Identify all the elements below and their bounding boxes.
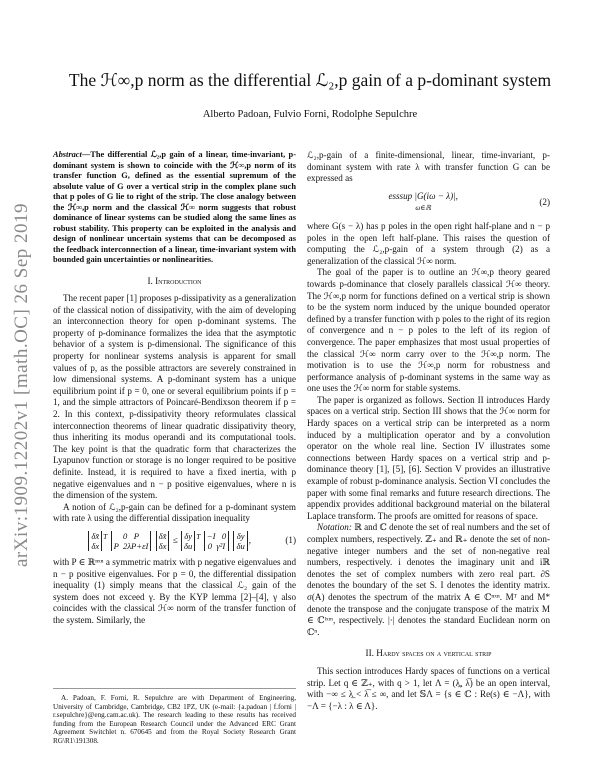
equation-1-body: δx̄ $\delta x^T$ 0 P P 2λP+εI δx̄ δx ≤ δy $\delta u^T -I$ 0 0 γ²I δy δu, — [53, 531, 285, 551]
paper-authors: Alberto Padoan, Fulvio Forni, Rodolphe Sepulchre — [202, 109, 418, 120]
notation-lead: Notation: — [317, 522, 352, 533]
intro-paragraph-1: The recent paper [1] proposes p-dissipativity as a generalization of the classical notion of dissipativity, with the aim of developing an interconnection theory for open p-dominant systems. The property of p-dominance formalizes the idea that the asymptotic behavior of a system is p-dimensional. The significance of this property for nonlinear systems analysis is apparent for small values of p, as the possible attractors are severely constrained in low dimensional systems. A p-dominant system has a unique equilibrium point if p = 0, one or several equilibrium points if p = 1, and the simple attractors of Poincaré-Bendixson theorem if p = 2. In this context, p-dissipativity theory reformulates classical interconnection theorems of linear quadratic dissipativity theory, thus inheriting its modus operandi and its computational tools. The key point is that the quadratic form that characterizes the Lyapunov function or storage is no longer required to be positive definite. Instead, it is required to have a fixed inertia, with p negative eigenvalues and n − p positive eigenvalues, where n is the dimension of the system. — [53, 293, 296, 501]
arxiv-id-text: arXiv:1909.12202v1 [math.OC] 26 Sep 2019 — [11, 202, 32, 568]
intro-paragraph-2: A notion of ℒ₂,p-gain can be defined for a p-dominant system with rate λ using the differential dissipation inequality — [53, 501, 296, 524]
footnote-text: A. Padoan, F. Forni, R. Sepulchre are with Department of Engineering, University of Cambridge, Cambridge, CB2 1PZ, UK (e-mail: {a.padoan | f.forni | r.sepulchre}@eng.cam.ac.uk). The research leading to these results has received funding from the European Research Council under the Advanced ERC Grant Agreement Switchlet n. 670645 and from the Royal Society Research Grant RG\R1\191308. — [53, 694, 296, 745]
arxiv-identifier — [2, 150, 42, 620]
right-paragraph-2: where G(s − λ) has p poles in the open right half-plane and n − p poles in the open left half-plane. This raises the question of computing the ℒ₂,p-gain of a system through (2) as a generalization of the classical ℋ∞ norm. — [307, 220, 550, 266]
right-paragraph-3: The goal of the paper is to outline an ℋ∞,p theory geared towards p-dominance that closely parallels classical ℋ∞ theory. The ℋ∞,p norm for functions defined on a vertical strip is shown to be the system norm induced by the unique bounded operator defined by a transfer function with p poles to the right of its region of convergence and n − p poles to the left of its region of convergence. The paper emphasizes that most usual properties of the classical ℋ∞ norm carry over to the ℋ∞,p norm. The motivation is to use the ℋ∞,p norm for robustness and performance analysis of p-dominant systems in the same way as one uses the ℋ∞ norm for stable systems. — [307, 267, 550, 394]
equation-1-number: (1) — [285, 535, 296, 546]
equation-1 — [53, 531, 296, 551]
right-paragraph-1: ℒ₂,p-gain of a finite-dimensional, linear, time-invariant, p-dominant system with rate λ with transfer function G can be expressed as — [307, 150, 550, 184]
right-column — [307, 150, 550, 712]
equation-2 — [307, 191, 550, 215]
equation-2-number: (2) — [539, 197, 550, 208]
section-1-heading: I. Introduction — [147, 275, 202, 286]
footnote — [53, 688, 296, 746]
abstract-lead: Abstract — [53, 150, 82, 159]
right-paragraph-4: The paper is organized as follows. Section II introduces Hardy spaces on a vertical strip. Section III shows that the ℋ∞ norm for Hardy spaces on a vertical strip can be interpreted as a norm induced by a multiplication operator and by a convolution operator on the whole real line. Section IV illustrates some connections between Hardy spaces on a vertical strip and p-dominance theory [1], [5], [6]. Section V provides an illustrative example of robust p-dominance analysis. Section VI concludes the paper with some final remarks and future research directions. The appendix provides additional background material on the bilateral Laplace transform. The proofs are omitted for reasons of space. — [307, 394, 550, 521]
notation-paragraph — [307, 522, 550, 638]
left-column — [53, 150, 296, 627]
intro-paragraph-3: with P ∈ ℝⁿˣⁿ a symmetric matrix with p negative eigenvalues and n − p positive eigenvalues. For p = 0, the differential dissipation inequality (1) simply means that the classical ℒ₂ gain of the system does not exceed γ. By the KYP lemma [2]–[4], γ also coincides with the classical ℋ∞ norm of the transfer function of the system. Similarly, the — [53, 556, 296, 625]
section-2-heading: II. Hardy spaces on a vertical strip — [365, 648, 492, 659]
equation-2-subscript: ω∈ℝ — [415, 204, 432, 213]
equation-2-body: esssup |G(iω − λ)|, ω∈ℝ — [388, 190, 458, 213]
section-2-paragraph: This section introduces Hardy spaces of functions on a vertical strip. Let q ∈ ℤ₊, with q > 1, let Λ = (λ̲, λ̅) be an open interval, with −∞ ≤ λ̲ < λ̅ ≤ ∞, and let 𝕊Λ = {s ∈ ℂ : Re(s) ∈ −Λ}, with −Λ = {−λ : λ ∈ Λ}. — [307, 665, 550, 711]
paper-title: The ℋ∞,p norm as the differential ℒ₂,p gain of a p-dominant system — [68, 70, 552, 90]
abstract — [53, 150, 296, 266]
abstract-text: —The differential ℒ₂,p gain of a linear, time-invariant, p-dominant system is shown to coincide with the ℋ∞,p norm of its transfer function G, defined as the essential supremum of the absolute value of G over a vertical strip in the complex plane such that p poles of G lie to right of the strip. The close analogy between the ℋ∞,p norm and the classical ℋ∞ norm suggests that robust dominance of linear systems can be studied along the same lines as robust stability. This property can be exploited in the analysis and design of nonlinear uncertain systems that can be decomposed as the feedback interconnection of a linear, time-invariant system with bounded gain uncertainties or nonlinearities. — [53, 150, 296, 264]
notation-text: ℝ and ℂ denote the set of real numbers and the set of complex numbers, respectively. ℤ₊ and ℝ₊ denote the set of non-negative integer numbers and the set of non-negative real numbers, respectively. i denotes the imaginary unit and iℝ denotes the set of complex numbers with zero real part. ∂S denotes the boundary of the set S. I denotes the identity matrix. σ(A) denotes the spectrum of the matrix A ∈ ℂⁿˣⁿ. Mᵀ and M* denote the transpose and the conjugate transpose of the matrix M ∈ ℂˡˣᵐ, respectively. |·| denotes the standard Euclidean norm on ℂⁿ. — [307, 522, 550, 637]
